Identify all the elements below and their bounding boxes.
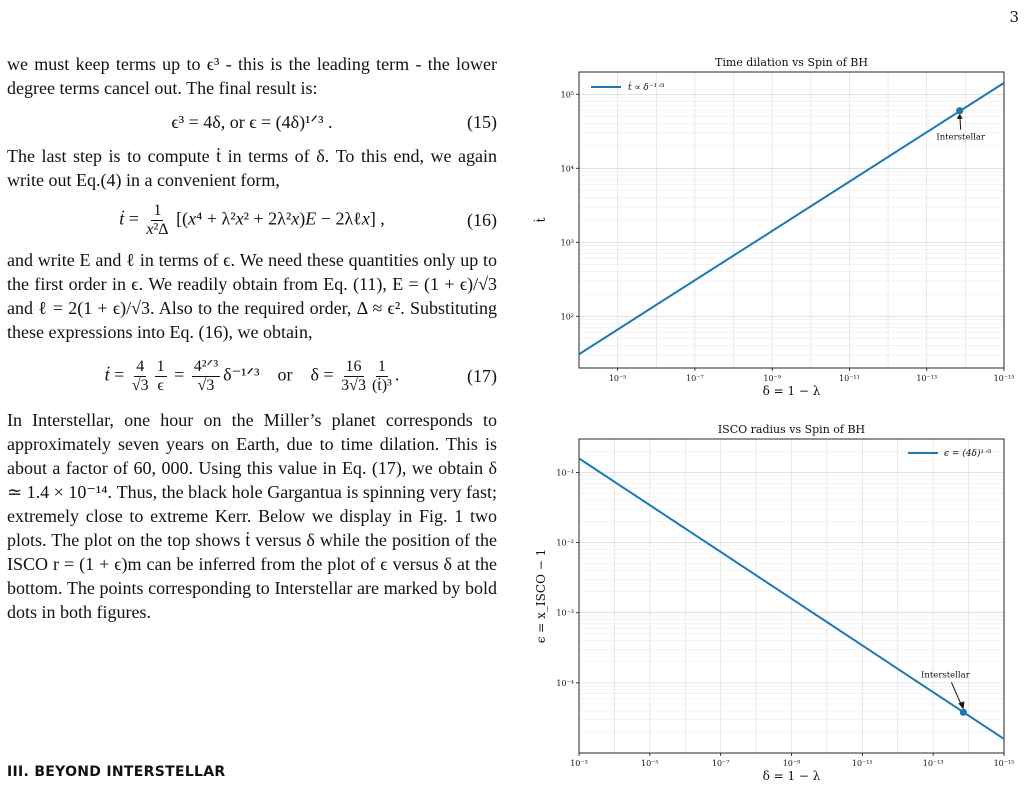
x-tick-label: 10⁻⁷ <box>686 374 704 383</box>
y-axis-label: ϵ = x_ISCO − 1 <box>534 548 548 644</box>
chart-title: Time dilation vs Spin of BH <box>715 56 868 69</box>
x-tick-label: 10⁻⁵ <box>608 374 627 383</box>
y-tick-label: 10⁻³ <box>556 608 574 618</box>
paragraph-3: and write E and ℓ in terms of ϵ. We need these quantities only up to the first order in ϵ. We readily obtain from Eq. (11), E = (1 + ϵ)/√3 and ℓ = 2(1 + ϵ)/√3. Also to the required order, Δ ≈ ϵ². Substituting these expressions into Eq. (16), we obtain, <box>7 250 497 342</box>
equation-16 <box>7 192 497 248</box>
equation-16-number: (16) <box>467 210 497 230</box>
equation-17 <box>7 344 497 408</box>
x-tick-label: 10⁻⁹ <box>782 759 801 768</box>
interstellar-point <box>960 709 967 716</box>
x-tick-label: 10⁻¹⁵ <box>993 374 1015 383</box>
paragraph-2: The last step is to compute ṫ in terms of δ. To this end, we again write out Eq.(4) in a convenient form, <box>7 146 497 190</box>
y-tick-label: 10⁵ <box>560 90 574 100</box>
x-tick-label: 10⁻¹¹ <box>851 759 873 768</box>
annotation-label: Interstellar <box>936 132 986 143</box>
equation-17-body: ṫ = $\frac{4}{√3}$ $\frac{1}{\epsilon}$ = $\frac{\text{4²ᐟ³}}{√3}$ δ⁻¹ᐟ³ or δ = $\frac{16}{3√3}$ $\frac{1}{\text{(ṫ)³}}$ . <box>104 357 400 394</box>
y-tick-label: 10⁻¹ <box>556 468 574 478</box>
annotation-arrowhead <box>958 701 964 709</box>
page-number: 3 <box>1009 8 1019 26</box>
x-tick-label: 10⁻¹³ <box>916 374 938 383</box>
annotation-label: Interstellar <box>921 670 970 681</box>
paragraph-1: we must keep terms up to ϵ³ - this is the leading term - the lower degree terms cancel out. The final result is: <box>7 54 497 98</box>
equation-17-number: (17) <box>467 366 497 386</box>
chart-title: ISCO radius vs Spin of BH <box>717 423 866 436</box>
chart-2 <box>576 439 1004 756</box>
y-axis-label: ṫ <box>534 217 548 223</box>
x-tick-label: 10⁻¹¹ <box>839 374 860 383</box>
text-column <box>7 52 497 624</box>
equation-15-number: (15) <box>467 112 497 132</box>
x-tick-label: 10⁻¹³ <box>922 759 944 768</box>
section-heading: III. BEYOND INTERSTELLAR <box>7 764 226 780</box>
y-tick-label: 10³ <box>560 238 574 248</box>
x-tick-label: 10⁻¹⁵ <box>993 759 1015 768</box>
legend-label: ϵ = (4δ)¹ᐟ³ <box>944 449 992 459</box>
x-tick-label: 10⁻⁷ <box>711 759 730 768</box>
figure-1 <box>533 50 1023 794</box>
paragraph-4: In Interstellar, one hour on the Miller’s planet corresponds to approximately seven years on Earth, due to time dilation. This is about a factor of 60, 000. Using this value in Eq. (17), we obtain δ ≃ 1.4 × 10⁻¹⁴. Thus, the black hole Gargantua is spinning very fast; extremely close to extreme Kerr. Below we display in Fig. 1 two plots. The plot on the top shows ṫ versus δ while the position of the ISCO r = (1 + ϵ)m can be inferred from the plot of ϵ versus δ at the bottom. The points corresponding to Interstellar are marked by bold dots in both figures. <box>7 410 497 622</box>
y-tick-label: 10² <box>560 312 574 322</box>
y-tick-label: 10⁻² <box>556 538 574 548</box>
annotation-arrowhead <box>957 114 963 119</box>
equation-15 <box>7 100 497 144</box>
y-tick-label: 10⁴ <box>560 164 574 174</box>
x-tick-label: 10⁻³ <box>570 759 588 768</box>
y-tick-label: 10⁻⁴ <box>556 678 574 688</box>
equation-15-body: ϵ³ = 4δ, or ϵ = (4δ)¹ᐟ³ . <box>171 112 333 132</box>
x-tick-label: 10⁻⁹ <box>763 374 781 383</box>
chart-1 <box>576 72 1004 371</box>
x-axis-label: δ = 1 − λ <box>762 769 821 783</box>
legend-label: ṫ ∝ δ⁻¹ᐟ³ <box>628 83 665 93</box>
x-tick-label: 10⁻⁵ <box>641 759 659 768</box>
equation-16-body: ṫ = $\frac{1}{\text{x²Δ}}$ [(x⁴ + λ²x² + 2λ²x)E − 2λℓx] , <box>119 201 385 238</box>
x-axis-label: δ = 1 − λ <box>762 384 821 398</box>
interstellar-point <box>956 107 963 114</box>
